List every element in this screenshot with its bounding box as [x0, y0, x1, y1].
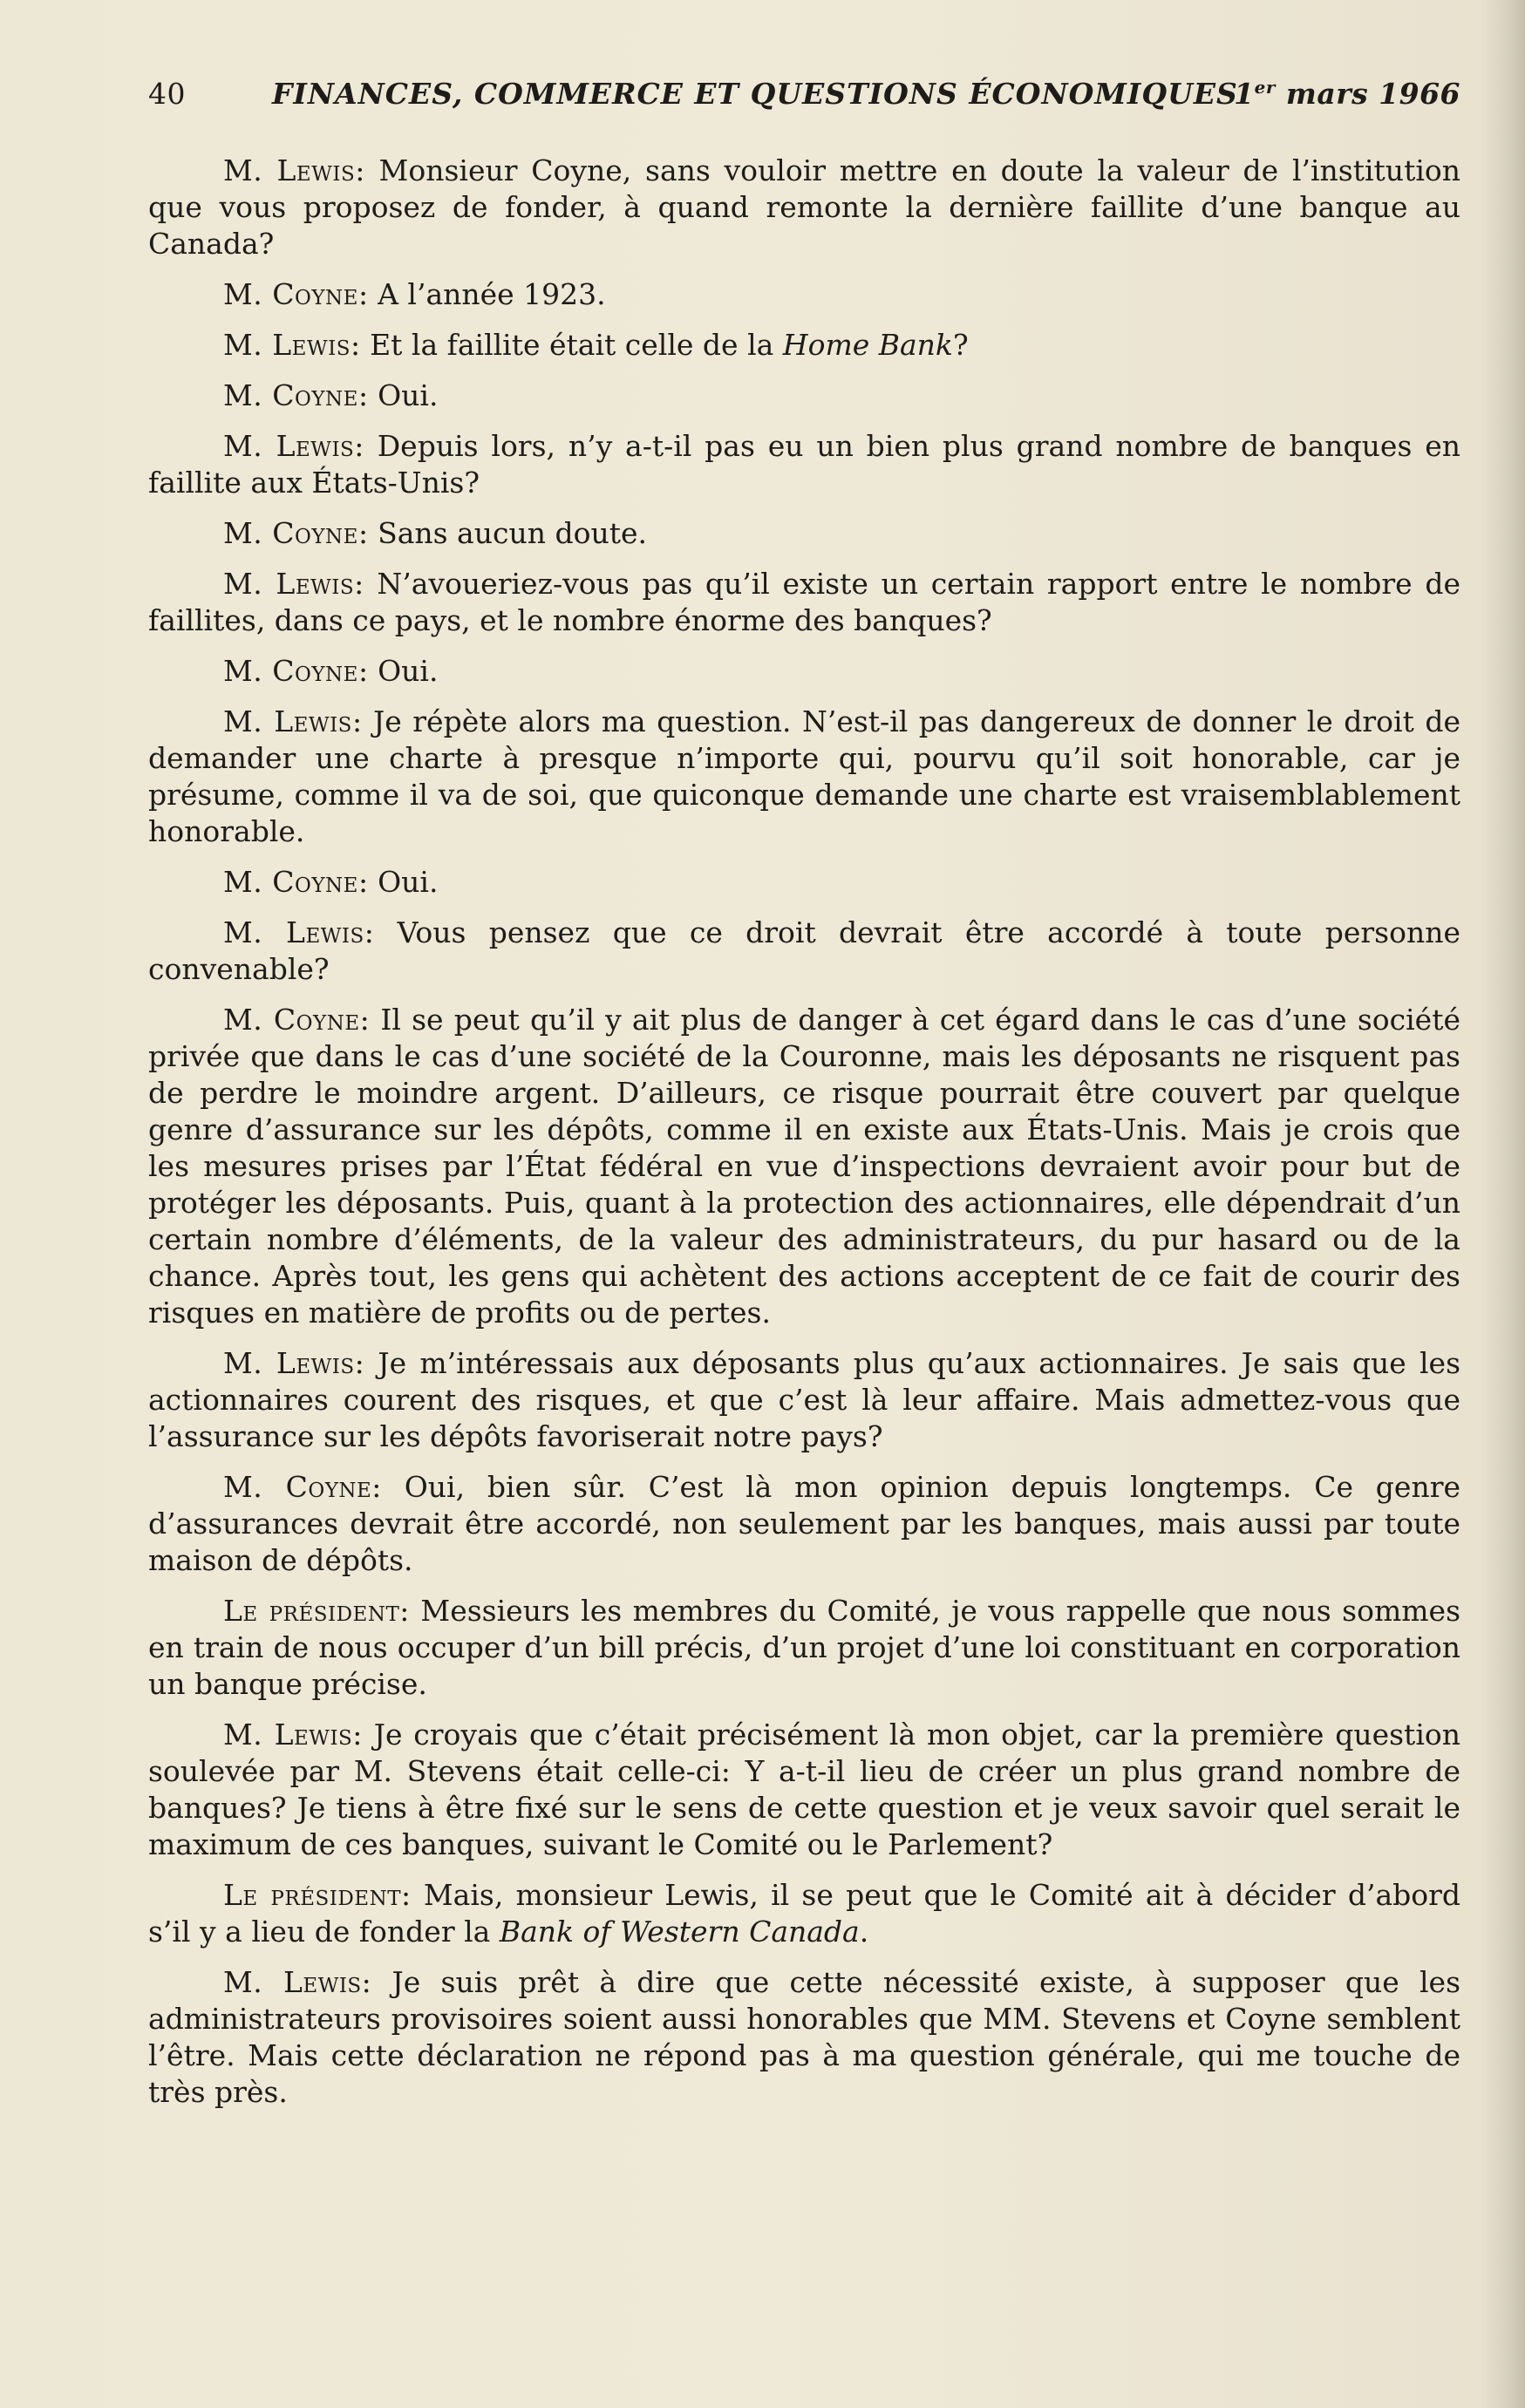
speech-text: Il se peut qu’il y ait plus de danger à cet égard dans le cas d’une société privée que dans le cas d’une société de la Couronne, mais les déposants ne risquent pas de perdre le moindre argent. D’ailleurs, ce risque pourrait être couvert par quelque genre d’assurance sur les dépôts, comme il en existe aux États-Unis. Mais je crois que les mesures prises par l’État fédéral en vue d’inspections devraient avoir pour but de protéger les déposants. Puis, quant à la protection des actionnaires, elle dépendrait d’un certain nombre d’éléments, de la valeur des administrateurs, du pur hasard ou de la chance. Après tout, les gens qui achètent des actions acceptent de ce fait de courir des risques en matière de profits ou de pertes. [148, 1003, 1461, 1330]
speech-text: Et la faillite était celle de la [360, 328, 783, 362]
speaker-label: M. Lewis: [223, 153, 365, 187]
transcript-paragraph [148, 1964, 1460, 2111]
speech-text: N’avoueriez-vous pas qu’il existe un certain rapport entre le nombre de faillites, dans ce pays, et le nombre énorme des banques? [148, 567, 1460, 637]
transcript-paragraph [148, 1002, 1460, 1331]
transcript-paragraph [148, 327, 1460, 364]
speech-text: Depuis lors, n’y a-t-il pas eu un bien plus grand nombre de banques en faillite aux États-Unis? [148, 429, 1460, 500]
speech-text: Vous pensez que ce droit devrait être accordé à toute personne convenable? [148, 915, 1460, 986]
transcript-paragraph [148, 378, 1460, 414]
speech-text-end: . [859, 1915, 869, 1949]
speaker-label: M. Lewis: [223, 328, 361, 362]
transcript-paragraph [148, 653, 1460, 690]
speaker-label: M. Coyne: [223, 865, 369, 899]
speech-text: Je suis prêt à dire que cette nécessité existe, à supposer que les administrateurs provisoires soient aussi honorables que MM. Stevens et Coyne semblent l’être. Mais cette déclaration ne répond pas à ma question générale, qui me touche de très près. [148, 1965, 1460, 2109]
speaker-label: M. Coyne: [223, 1470, 382, 1504]
speaker-label: M. Lewis: [223, 1965, 372, 1999]
speech-text: Oui. [368, 865, 439, 899]
speaker-label: M. Coyne: [223, 516, 369, 550]
transcript-paragraph [148, 153, 1460, 262]
transcript-paragraph [148, 1469, 1460, 1579]
speech-text: Je croyais que c’était précisément là mon objet, car la première question soulevée par M. Stevens était celle-ci: Y a-t-il lieu de créer un plus grand nombre de banques? Je tiens à être fixé sur le sens de cette question et je veux savoir quel serait le maximum de ces banques, suivant le Comité ou le Parlement? [148, 1718, 1460, 1861]
transcript-paragraph [148, 1717, 1460, 1863]
transcript-paragraph [148, 276, 1460, 313]
speaker-label: M. Coyne: [223, 378, 369, 412]
transcript-paragraph [148, 1593, 1460, 1703]
speaker-label: M. Coyne: [223, 1003, 371, 1037]
italic-title: Home Bank [782, 328, 953, 362]
page-header [148, 77, 1460, 120]
speaker-label: M. Lewis: [223, 429, 364, 463]
speech-text: Messieurs les membres du Comité, je vous rappelle que nous sommes en train de nous occuper d’un bill précis, d’un projet d’une loi constituant en corporation un banque précise. [148, 1594, 1460, 1701]
speaker-label: M. Lewis: [223, 1718, 363, 1752]
speech-text: Oui. [368, 654, 439, 688]
speaker-label: M. Lewis: [223, 567, 364, 601]
italic-title: Bank of Western Canada [499, 1915, 860, 1949]
speech-text: Sans aucun doute. [368, 516, 647, 550]
page-number: 40 [148, 77, 186, 111]
transcript-paragraph [148, 515, 1460, 552]
speech-text: Mais, monsieur Lewis, il se peut que le Comité ait à décider d’abord s’il y a lieu de fonder la [148, 1878, 1461, 1949]
speech-text: A l’année 1923. [368, 277, 606, 311]
transcript-paragraph [148, 1345, 1460, 1455]
speech-text: Monsieur Coyne, sans vouloir mettre en doute la valeur de l’institution que vous proposez de fonder, à quand remonte la dernière faillite d’une banque au Canada? [148, 153, 1460, 261]
transcript-paragraph [148, 566, 1460, 639]
transcript-paragraph [148, 428, 1460, 501]
speech-text: Je m’intéressais aux déposants plus qu’aux actionnaires. Je sais que les actionnaires courent des risques, et que c’est là leur affaire. Mais admettez-vous que l’assurance sur les dépôts favoriserait notre pays? [148, 1346, 1461, 1453]
speaker-label: M. Lewis: [223, 704, 363, 738]
transcript-paragraph [148, 915, 1460, 988]
running-title: FINANCES, COMMERCE ET QUESTIONS ÉCONOMIQUES [272, 77, 1238, 111]
header-date: 1er mars 1966 [1234, 77, 1460, 111]
speech-text: Oui. [368, 378, 439, 412]
transcript-paragraph [148, 1877, 1460, 1950]
speech-text-end: ? [952, 328, 969, 362]
speech-text: Oui, bien sûr. C’est là mon opinion depuis longtemps. Ce genre d’assurances devrait être accordé, non seulement par les banques, mais aussi par toute maison de dépôts. [148, 1470, 1460, 1577]
transcript-paragraph [148, 864, 1460, 901]
transcript-paragraph [148, 704, 1460, 850]
speaker-label: Le président: [223, 1878, 412, 1912]
speaker-label: M. Lewis: [223, 915, 375, 949]
speaker-label: M. Coyne: [223, 654, 369, 688]
transcript-body [148, 153, 1460, 2125]
speech-text: Je répète alors ma question. N’est-il pas dangereux de donner le droit de demander une charte à presque n’importe qui, pourvu qu’il soit honorable, car je présume, comme il va de soi, que quiconque demande une charte est vraisemblablement honorable. [148, 704, 1460, 848]
speaker-label: Le président: [223, 1594, 410, 1628]
speaker-label: M. Lewis: [223, 1346, 365, 1380]
speaker-label: M. Coyne: [223, 277, 369, 311]
